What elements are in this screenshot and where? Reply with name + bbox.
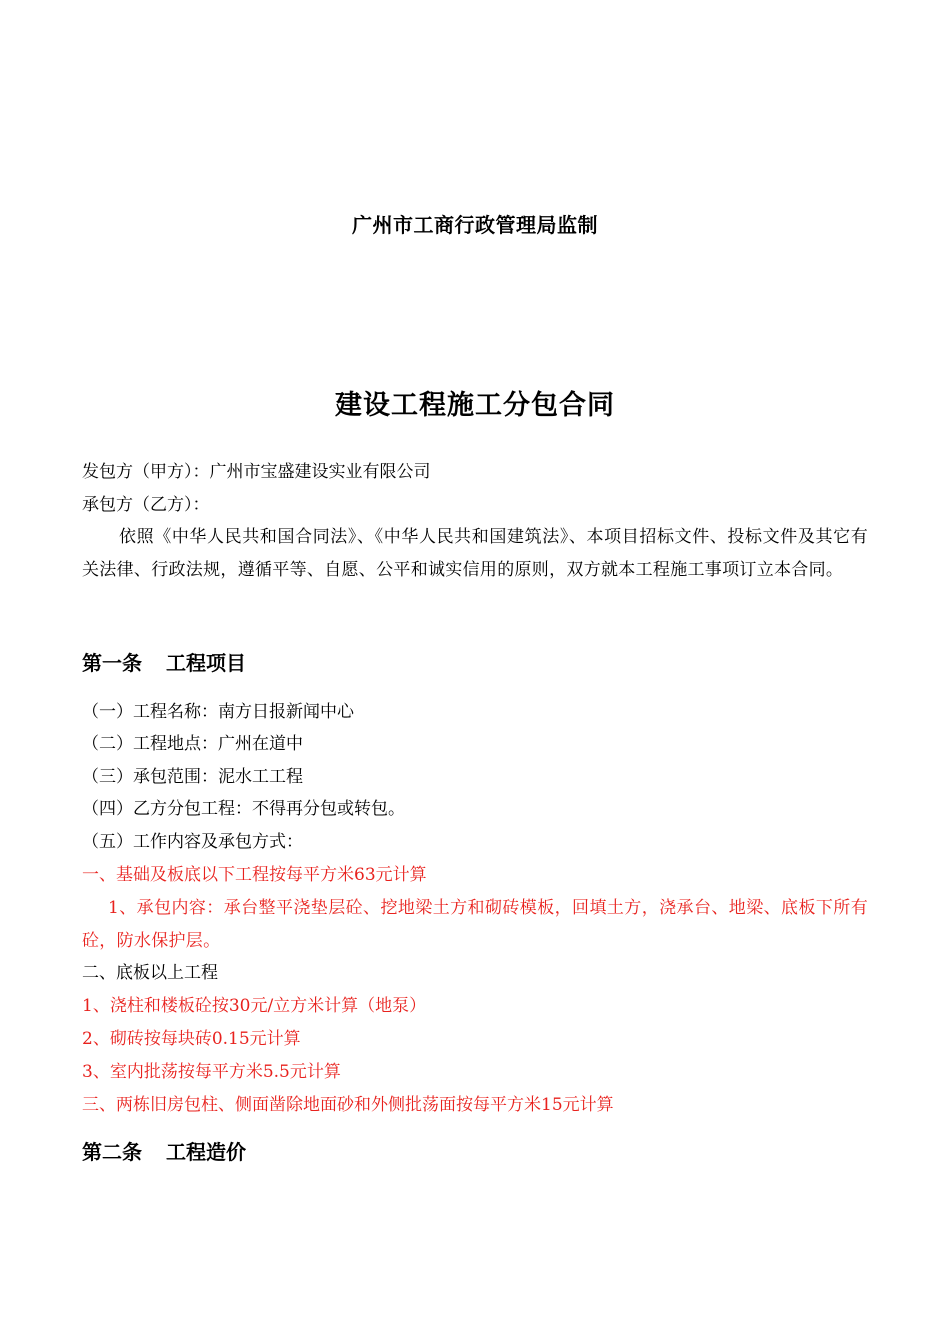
article-1-item: （四）乙方分包工程：不得再分包或转包。 — [82, 799, 405, 819]
section-2-item: 1、浇柱和楼板砼按30元/立方米计算（地泵） — [82, 996, 427, 1016]
section-1-title: 一、基础及板底以下工程按每平方米63元计算 — [82, 865, 427, 885]
section-2-item: 3、室内批荡按每平方米5.5元计算 — [82, 1062, 341, 1082]
article-1-item: （一）工程名称：南方日报新闻中心 — [82, 702, 354, 722]
article-2-number: 第二条 — [82, 1140, 142, 1164]
party-a-line: 发包方（甲方）：广州市宝盛建设实业有限公司 — [82, 462, 431, 482]
section-2-item: 2、砌砖按每块砖0.15元计算 — [82, 1029, 301, 1049]
article-1-number: 第一条 — [82, 651, 142, 675]
article-2-heading — [82, 1137, 246, 1167]
preamble-paragraph: 依照《中华人民共和国合同法》、《中华人民共和国建筑法》、本项目招标文件、投标文件及其它有关法律、行政法规，遵循平等、自愿、公平和诚实信用的原则，双方就本工程施工事项订立本合同。 — [82, 527, 868, 580]
party-b-line: 承包方（乙方）： — [82, 495, 210, 515]
article-2-title: 工程造价 — [166, 1140, 246, 1164]
supervisor-line: 广州市工商行政管理局监制 — [352, 213, 598, 237]
article-1-title: 工程项目 — [166, 651, 246, 675]
article-1-item: （五）工作内容及承包方式： — [82, 832, 303, 852]
article-1-item: （三）承包范围：泥水工工程 — [82, 767, 303, 787]
contract-title: 建设工程施工分包合同 — [335, 390, 615, 421]
article-1-heading — [82, 648, 246, 678]
section-2-title: 二、底板以上工程 — [82, 963, 218, 983]
section-1-content: 1、承包内容：承台整平浇垫层砼、挖地梁土方和砌砖模板，回填土方，浇承台、地梁、底板下所有砼，防水保护层。 — [82, 898, 868, 951]
section-3-title: 三、两栋旧房包柱、侧面凿除地面砂和外侧批荡面按每平方米15元计算 — [82, 1095, 614, 1115]
article-1-item: （二）工程地点：广州在道中 — [82, 734, 303, 754]
